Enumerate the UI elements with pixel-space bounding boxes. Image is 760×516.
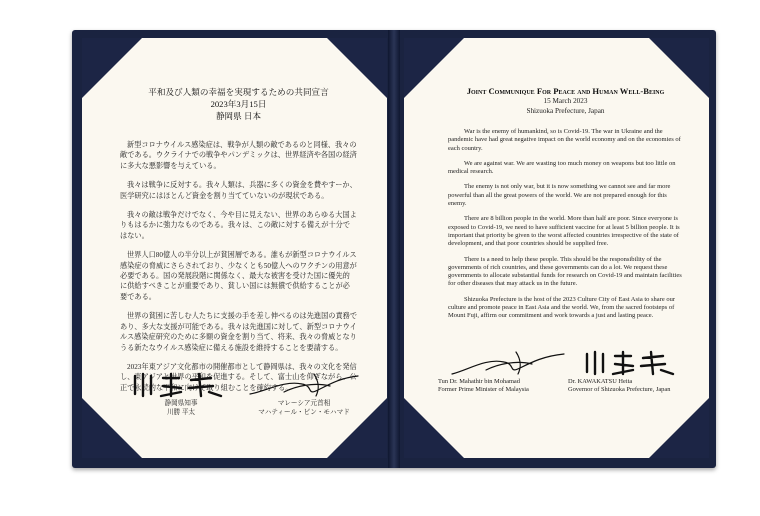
paragraph: 新型コロナウイルス感染症は、戦争が人類の敵であるのと同様、我々の敵である。ウクライナでの戦争やパンデミックは、世界経済や各国の経済に多大な悪影響を与えている。 (120, 141, 357, 170)
english-date: 15 March 2023 (543, 97, 588, 105)
signature-block (116, 370, 246, 417)
paragraph: 2023年東アジア文化都市の開催都市として静岡県は、我々の文化を発信し、東アジアと世界の平和を促進する。そして、富士山を仰ぎながら、公正で永続的な平和に向けて取り組むことを確約する。 (120, 362, 357, 392)
paragraph: War is the enemy of humankind, so is Covid-19. The war in Ukraine and the pandemic have had great negative impact on the world economy and on the economies of each country. (448, 128, 681, 152)
japanese-title: 平和及び人類の幸福を実現するための共同宣言 (148, 87, 329, 97)
paragraph: 世界人口80億人の半分以上が貧困層である。誰もが新型コロナウイルス感染症の脅威にさらされており、少なくとも50億人へのワクチンの用意が必要である。国の発展段階に関係なく、最大な被害を受けた国に優先的に供給すべきことが重要であり、貧しい国には無償で供給することが必要である。 (120, 251, 357, 301)
signatory-title: 静岡県知事 (164, 400, 198, 407)
japanese-signatures (116, 370, 365, 430)
english-text (448, 86, 683, 321)
english-page (404, 38, 709, 458)
signature-block (568, 348, 698, 395)
signature-block (234, 370, 374, 417)
paragraph: 我々は戦争に反対する。我々人類は、兵器に多くの資金を費やすーか、医学研究にはほとんど資金を割り当てていないのが現状である。 (120, 181, 357, 200)
japanese-page (82, 38, 387, 458)
japanese-place: 静岡県 日本 (215, 111, 262, 121)
paragraph: There is a need to help these people. This should be the responsibility of the governments of rich countries, and these governments can do a lot. We request these governments to allocate substantial funds for research on Covid-19 and maintain facilities for other diseases that may attack us in the future. (448, 255, 682, 288)
paragraph: There are 8 billion people in the world. More than half are poor. Since everyone is exposed to Covid-19, we need to have sufficient vaccine for at least 5 billion people. It is important that priority be given to the worst affected countries irrespective of the state of development, and that poor countries should be supplied free. (448, 215, 680, 248)
japanese-date: 2023年3月15日 (210, 99, 267, 109)
paragraph: 我々の敵は戦争だけでなく、今や目に見えない、世界のあらゆる大国よりもはるかに強力なものである。我々は、この敵に対する備えが十分ではない。 (120, 211, 357, 240)
signatory-title: Governor of Shizuoka Prefecture, Japan (568, 386, 671, 394)
signatory-name: Tun Dr. Mahathir bin Mohamad (438, 378, 520, 385)
english-place: Shizuoka Prefecture, Japan (526, 106, 605, 115)
signature-mahathir (448, 348, 568, 378)
paragraph: We are against war. We are wasting too much money on weapons but too little on medical research. (448, 159, 676, 176)
signatory-name: マハティール・ビン・モハマド (258, 408, 350, 416)
signatory-title: マレーシア元首相 (277, 400, 331, 407)
paragraph: The enemy is not only war, but it is now something we cannot see and far more powerful than all the great powers of the world. We are not prepared enough for this enemy. (448, 183, 671, 208)
english-title: Joint Communique For Peace and Human Well-Being (466, 86, 665, 96)
signature-kawakatsu (121, 370, 241, 400)
paragraph: Shizuoka Prefecture is the host of the 2023 Culture City of East Asia to share our culture and promote peace in East Asia and the world. We, from the sacred footsteps of Mount Fuji, affirm our commitment and work towards a just and lasting peace. (448, 295, 676, 320)
signatory-name: 川勝 平太 (166, 408, 196, 416)
paragraph: 世界の貧困に苦しむ人たちに支援の手を差し伸べるのは先進国の責務であり、多大な支援が可能である。我々は先進国に対して、新型コロナウイルス感染症研究のために多額の資金を割り当て、将来、我々の脅威となりうる新たなウイルス感染症に備える施設を維持することを要請する。 (120, 312, 358, 352)
english-signatures (438, 348, 687, 408)
signatory-title: Former Prime Minister of Malaysia (438, 386, 529, 394)
signatory-name: Dr. KAWAKATSU Heita (568, 378, 633, 385)
signature-block (438, 348, 578, 395)
japanese-text (120, 86, 357, 393)
signature-kawakatsu (573, 348, 693, 378)
signature-mahathir (244, 370, 364, 400)
folder-spine (388, 30, 400, 468)
